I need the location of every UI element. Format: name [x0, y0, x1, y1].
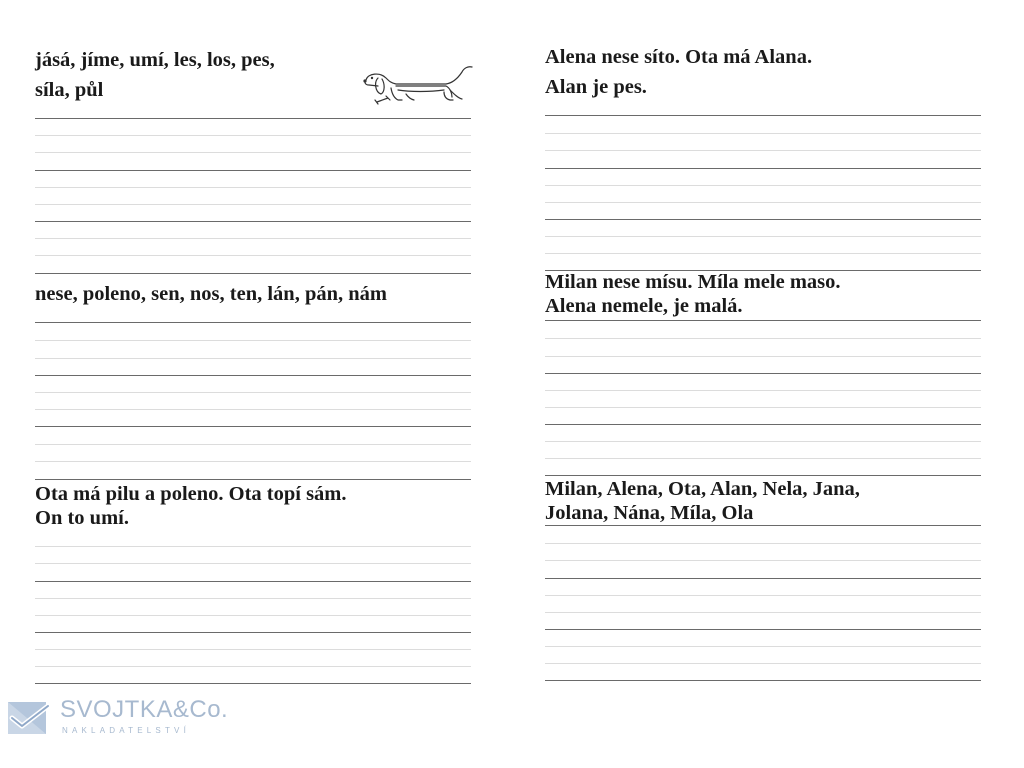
guide-line: [35, 563, 471, 564]
writing-line: [545, 320, 981, 321]
writing-line: [35, 479, 471, 480]
writing-line: [35, 375, 471, 376]
guide-line: [35, 546, 471, 547]
guide-line: [545, 543, 981, 544]
guide-line: [545, 407, 981, 408]
guide-line: [35, 409, 471, 410]
exercise-text-line: Ota má pilu a poleno. Ota topí sám.: [35, 483, 347, 505]
exercise-text-line: Alan je pes.: [545, 76, 647, 98]
writing-line: [545, 168, 981, 169]
guide-line: [545, 253, 981, 254]
writing-line: [545, 424, 981, 425]
exercise-text-line: nese, poleno, sen, nos, ten, lán, pán, nám: [35, 283, 387, 305]
writing-line: [545, 629, 981, 630]
exercise-text-line: On to umí.: [35, 507, 129, 529]
exercise-text-line: Jolana, Nána, Míla, Ola: [545, 502, 754, 524]
publisher-logo: [6, 696, 229, 740]
guide-line: [545, 390, 981, 391]
guide-line: [35, 135, 471, 136]
guide-line: [35, 204, 471, 205]
writing-line: [545, 373, 981, 374]
writing-line: [35, 632, 471, 633]
exercise-right-2: [545, 270, 981, 480]
guide-line: [35, 649, 471, 650]
book-check-logo-icon: [6, 698, 52, 738]
guide-line: [545, 150, 981, 151]
writing-line: [35, 221, 471, 222]
guide-line: [35, 238, 471, 239]
guide-line: [35, 666, 471, 667]
guide-line: [35, 152, 471, 153]
guide-line: [35, 461, 471, 462]
exercise-right-3: [545, 477, 981, 683]
writing-line: [545, 219, 981, 220]
exercise-text-line: Alena nese síto. Ota má Alana.: [545, 46, 813, 68]
guide-line: [545, 133, 981, 134]
exercise-left-2: [35, 282, 471, 482]
exercise-left-3: [35, 482, 471, 688]
exercise-right-1: [545, 45, 981, 275]
exercise-text-line: Alena nemele, je malá.: [545, 295, 743, 317]
writing-line: [545, 525, 981, 526]
guide-line: [35, 255, 471, 256]
guide-line: [35, 444, 471, 445]
writing-line: [35, 118, 471, 119]
dachshund-dog-icon: [358, 64, 478, 114]
guide-line: [545, 612, 981, 613]
guide-line: [545, 458, 981, 459]
guide-line: [35, 340, 471, 341]
publisher-name: SVOJTKA&Co.: [60, 696, 229, 723]
guide-line: [545, 646, 981, 647]
writing-line: [35, 322, 471, 323]
exercise-text-line: jásá, jíme, umí, les, los, pes,: [35, 49, 275, 71]
writing-line: [545, 680, 981, 681]
guide-line: [545, 595, 981, 596]
guide-line: [545, 441, 981, 442]
exercise-text-line: síla, půl: [35, 79, 104, 101]
guide-line: [35, 187, 471, 188]
writing-line: [35, 683, 471, 684]
writing-line: [35, 170, 471, 171]
writing-line: [35, 581, 471, 582]
writing-line: [545, 578, 981, 579]
writing-line: [545, 115, 981, 116]
guide-line: [545, 185, 981, 186]
writing-line: [35, 426, 471, 427]
publisher-subtitle: NAKLADATELSTVÍ: [62, 726, 191, 735]
guide-line: [545, 338, 981, 339]
writing-line: [35, 273, 471, 274]
exercise-text-line: Milan nese mísu. Míla mele maso.: [545, 271, 841, 293]
guide-line: [545, 202, 981, 203]
guide-line: [35, 392, 471, 393]
writing-line: [545, 475, 981, 476]
guide-line: [545, 663, 981, 664]
guide-line: [35, 358, 471, 359]
guide-line: [35, 598, 471, 599]
guide-line: [35, 615, 471, 616]
exercise-text-line: Milan, Alena, Ota, Alan, Nela, Jana,: [545, 478, 860, 500]
guide-line: [545, 236, 981, 237]
guide-line: [545, 560, 981, 561]
guide-line: [545, 356, 981, 357]
